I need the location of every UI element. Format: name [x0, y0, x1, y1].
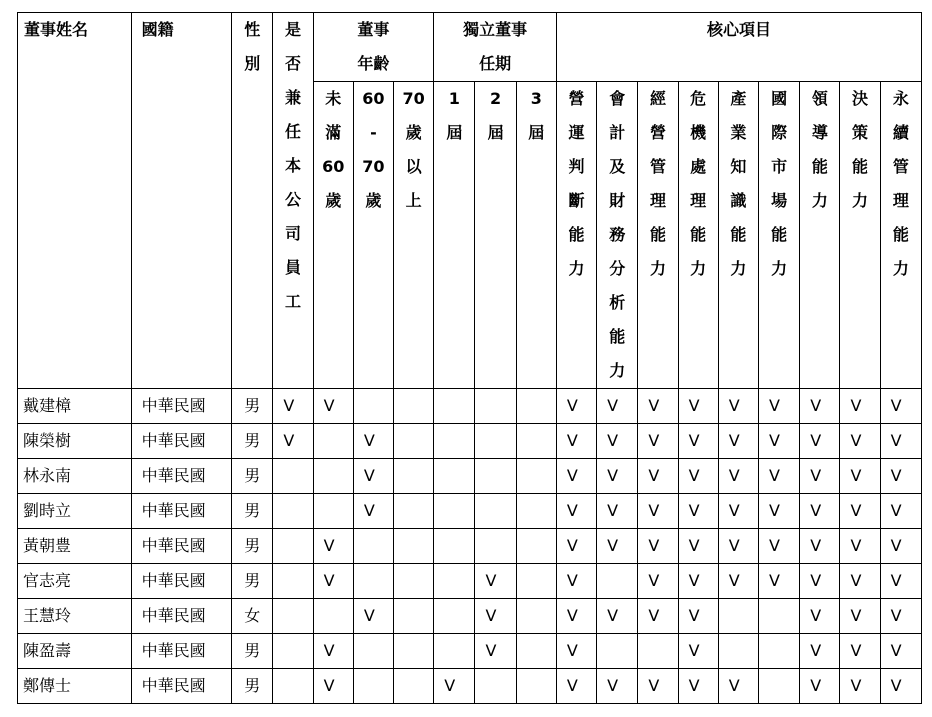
- header-char: 市: [771, 157, 788, 176]
- check-cell: V: [718, 529, 758, 564]
- check-cell: V: [678, 459, 718, 494]
- header-char: 能: [811, 157, 828, 176]
- check-cell: V: [556, 424, 596, 459]
- check-cell: [313, 494, 353, 529]
- check-cell: V: [759, 389, 800, 424]
- check-cell: V: [718, 564, 758, 599]
- header-char: 計: [609, 123, 626, 142]
- header-char: 1: [448, 89, 460, 108]
- header-char: 歲: [325, 191, 342, 210]
- check-cell: [759, 669, 800, 704]
- check-cell: V: [678, 494, 718, 529]
- check-cell: V: [273, 424, 313, 459]
- check-cell: V: [597, 424, 638, 459]
- header-char: 能: [649, 225, 666, 244]
- check-cell: V: [475, 599, 516, 634]
- header-char: 滿: [325, 123, 342, 142]
- header-char: 力: [811, 191, 828, 210]
- nationality-cell: 中華民國: [131, 494, 232, 529]
- header-char: 運: [568, 123, 585, 142]
- check-cell: V: [597, 389, 638, 424]
- header-char: 際: [771, 123, 788, 142]
- header-char: 導: [811, 123, 828, 142]
- check-cell: [273, 459, 313, 494]
- director-name: 戴建樟: [18, 389, 132, 424]
- header-char: 力: [730, 259, 747, 278]
- check-cell: V: [273, 389, 313, 424]
- header-char: 策: [852, 123, 869, 142]
- check-cell: [516, 424, 556, 459]
- header-char: 兼: [284, 88, 301, 107]
- header-director-name: 董事姓名: [18, 13, 132, 389]
- check-cell: [516, 669, 556, 704]
- check-cell: [759, 599, 800, 634]
- director-name: 黃朝豊: [18, 529, 132, 564]
- check-cell: V: [678, 634, 718, 669]
- header-char: 機: [690, 123, 707, 142]
- check-cell: [394, 389, 434, 424]
- header-char: 產: [730, 89, 747, 108]
- header-char: 屆: [446, 123, 463, 142]
- check-cell: [394, 599, 434, 634]
- header-char: 力: [609, 361, 626, 380]
- header-char: 析: [609, 293, 626, 312]
- table-row: [18, 599, 922, 634]
- check-cell: V: [880, 564, 921, 599]
- header-age-col: [353, 82, 393, 389]
- nationality-cell: 中華民國: [131, 529, 232, 564]
- check-cell: V: [638, 424, 678, 459]
- header-char: 知: [730, 157, 747, 176]
- check-cell: [434, 424, 475, 459]
- check-cell: V: [840, 459, 880, 494]
- header-char: 本: [284, 156, 301, 175]
- header-char: 任期: [479, 54, 512, 73]
- check-cell: V: [840, 389, 880, 424]
- header-char: 務: [609, 225, 626, 244]
- check-cell: [434, 599, 475, 634]
- header-char: 工: [284, 292, 301, 311]
- gender-cell: 男: [232, 669, 273, 704]
- nationality-cell: 中華民國: [131, 389, 232, 424]
- check-cell: V: [597, 669, 638, 704]
- check-cell: [434, 529, 475, 564]
- header-char: 處: [690, 157, 707, 176]
- header-tenure-col: [516, 82, 556, 389]
- header-tenure-col: [475, 82, 516, 389]
- header-char: 以: [405, 157, 422, 176]
- nationality-cell: 中華民國: [131, 599, 232, 634]
- check-cell: V: [718, 494, 758, 529]
- check-cell: V: [353, 494, 393, 529]
- header-char: 能: [690, 225, 707, 244]
- header-char: 能: [609, 327, 626, 346]
- header-char: 性: [244, 20, 261, 39]
- check-cell: V: [759, 459, 800, 494]
- header-char: 理: [892, 191, 909, 210]
- director-name: 王慧玲: [18, 599, 132, 634]
- header-core-col: [718, 82, 758, 389]
- table-row: [18, 634, 922, 669]
- header-char: 管: [892, 157, 909, 176]
- table-row: [18, 424, 922, 459]
- check-cell: V: [313, 389, 353, 424]
- check-cell: V: [475, 564, 516, 599]
- check-cell: [597, 564, 638, 599]
- check-cell: V: [678, 564, 718, 599]
- header-char: 3: [530, 89, 542, 108]
- header-age-col: [313, 82, 353, 389]
- check-cell: V: [678, 669, 718, 704]
- check-cell: V: [638, 459, 678, 494]
- check-cell: V: [759, 424, 800, 459]
- header-char: 任: [284, 122, 301, 141]
- nationality-cell: 中華民國: [131, 634, 232, 669]
- check-cell: V: [840, 529, 880, 564]
- check-cell: V: [313, 669, 353, 704]
- header-char: 識: [730, 191, 747, 210]
- header-char: 力: [690, 259, 707, 278]
- header-tenure-group: [434, 13, 557, 82]
- header-char: 員: [284, 258, 301, 277]
- check-cell: V: [840, 599, 880, 634]
- table-row: [18, 459, 922, 494]
- header-char: 會: [609, 89, 626, 108]
- header-char: 永: [892, 89, 909, 108]
- check-cell: V: [880, 599, 921, 634]
- header-char: 屆: [487, 123, 504, 142]
- header-char: 判: [568, 157, 585, 176]
- check-cell: [394, 494, 434, 529]
- check-cell: [313, 599, 353, 634]
- check-cell: [273, 529, 313, 564]
- header-char: 力: [892, 259, 909, 278]
- check-cell: V: [313, 564, 353, 599]
- header-char: 歲: [365, 191, 382, 210]
- gender-cell: 男: [232, 564, 273, 599]
- check-cell: [273, 494, 313, 529]
- table-row: [18, 669, 922, 704]
- header-core-col: [597, 82, 638, 389]
- check-cell: V: [556, 459, 596, 494]
- check-cell: [273, 669, 313, 704]
- check-cell: V: [556, 669, 596, 704]
- header-char: 60: [322, 157, 345, 176]
- header-char: 60: [362, 89, 385, 108]
- check-cell: V: [353, 424, 393, 459]
- check-cell: [434, 494, 475, 529]
- header-char: 理: [649, 191, 666, 210]
- check-cell: V: [678, 599, 718, 634]
- header-char: 續: [892, 123, 909, 142]
- header-char: 能: [852, 157, 869, 176]
- check-cell: [313, 459, 353, 494]
- header-core-items: 核心項目: [556, 13, 921, 82]
- header-char: 領: [811, 89, 828, 108]
- header-char: 70: [402, 89, 425, 108]
- check-cell: [516, 459, 556, 494]
- check-cell: V: [353, 599, 393, 634]
- table-row: [18, 564, 922, 599]
- check-cell: [434, 564, 475, 599]
- header-core-col: [800, 82, 840, 389]
- header-gender: [232, 13, 273, 389]
- check-cell: [394, 459, 434, 494]
- check-cell: V: [800, 459, 840, 494]
- header-char: 否: [284, 54, 301, 73]
- director-name: 鄭傳士: [18, 669, 132, 704]
- header-char: 營: [568, 89, 585, 108]
- header-age-col: [394, 82, 434, 389]
- header-char: 國: [771, 89, 788, 108]
- check-cell: V: [638, 529, 678, 564]
- director-name: 陳榮樹: [18, 424, 132, 459]
- header-concurrent-employee: [273, 13, 313, 389]
- check-cell: V: [880, 529, 921, 564]
- check-cell: [353, 564, 393, 599]
- check-cell: [434, 634, 475, 669]
- check-cell: [273, 599, 313, 634]
- check-cell: [475, 389, 516, 424]
- header-char: 分: [609, 259, 626, 278]
- check-cell: [394, 529, 434, 564]
- check-cell: V: [638, 599, 678, 634]
- check-cell: [394, 634, 434, 669]
- check-cell: V: [678, 389, 718, 424]
- header-char: 年齡: [357, 54, 390, 73]
- gender-cell: 女: [232, 599, 273, 634]
- gender-cell: 男: [232, 389, 273, 424]
- check-cell: [394, 424, 434, 459]
- check-cell: V: [678, 424, 718, 459]
- header-char: 理: [690, 191, 707, 210]
- header-nationality: 國籍: [131, 13, 232, 389]
- nationality-cell: 中華民國: [131, 669, 232, 704]
- gender-cell: 男: [232, 424, 273, 459]
- header-char: 危: [690, 89, 707, 108]
- header-char: 未: [325, 89, 342, 108]
- check-cell: V: [556, 494, 596, 529]
- table-row: [18, 389, 922, 424]
- check-cell: V: [840, 424, 880, 459]
- header-char: 能: [892, 225, 909, 244]
- check-cell: [394, 564, 434, 599]
- check-cell: V: [880, 389, 921, 424]
- check-cell: V: [759, 494, 800, 529]
- check-cell: V: [556, 529, 596, 564]
- gender-cell: 男: [232, 494, 273, 529]
- header-char: 歲: [405, 123, 422, 142]
- check-cell: V: [759, 564, 800, 599]
- header-char: 力: [568, 259, 585, 278]
- gender-cell: 男: [232, 529, 273, 564]
- check-cell: V: [800, 634, 840, 669]
- header-char: -: [370, 123, 377, 142]
- header-char: 獨立董事: [463, 20, 528, 39]
- check-cell: V: [313, 529, 353, 564]
- header-char: 董事: [357, 20, 390, 39]
- director-name: 陳盈壽: [18, 634, 132, 669]
- check-cell: [313, 424, 353, 459]
- check-cell: V: [638, 494, 678, 529]
- gender-cell: 男: [232, 634, 273, 669]
- check-cell: V: [800, 669, 840, 704]
- check-cell: V: [353, 459, 393, 494]
- check-cell: V: [800, 529, 840, 564]
- check-cell: V: [880, 634, 921, 669]
- check-cell: [353, 529, 393, 564]
- check-cell: V: [638, 564, 678, 599]
- check-cell: [353, 389, 393, 424]
- header-char: 場: [771, 191, 788, 210]
- header-char: 管: [649, 157, 666, 176]
- header-core-col: [638, 82, 678, 389]
- check-cell: V: [597, 494, 638, 529]
- check-cell: [475, 669, 516, 704]
- header-char: 是: [284, 20, 301, 39]
- header-core-col: [840, 82, 880, 389]
- check-cell: V: [434, 669, 475, 704]
- check-cell: [475, 494, 516, 529]
- check-cell: [475, 529, 516, 564]
- check-cell: [516, 564, 556, 599]
- check-cell: [516, 529, 556, 564]
- header-char: 業: [730, 123, 747, 142]
- check-cell: [516, 634, 556, 669]
- check-cell: [273, 634, 313, 669]
- header-core-col: [880, 82, 921, 389]
- gender-cell: 男: [232, 459, 273, 494]
- check-cell: V: [718, 669, 758, 704]
- check-cell: V: [556, 634, 596, 669]
- nationality-cell: 中華民國: [131, 564, 232, 599]
- check-cell: V: [800, 389, 840, 424]
- check-cell: V: [880, 494, 921, 529]
- header-char: 及: [609, 157, 626, 176]
- header-core-col: [678, 82, 718, 389]
- header-char: 2: [490, 89, 502, 108]
- header-core-col: [556, 82, 596, 389]
- table-row: [18, 494, 922, 529]
- header-char: 70: [362, 157, 385, 176]
- header-char: 力: [649, 259, 666, 278]
- table-row: [18, 529, 922, 564]
- check-cell: V: [718, 389, 758, 424]
- check-cell: V: [880, 669, 921, 704]
- check-cell: V: [880, 424, 921, 459]
- director-name: 官志亮: [18, 564, 132, 599]
- check-cell: [718, 634, 758, 669]
- board-diversity-table: [17, 12, 922, 704]
- check-cell: V: [638, 389, 678, 424]
- check-cell: V: [678, 529, 718, 564]
- check-cell: V: [800, 494, 840, 529]
- check-cell: V: [556, 599, 596, 634]
- header-age-group: [313, 13, 434, 82]
- header-char: 斷: [568, 191, 585, 210]
- check-cell: V: [597, 599, 638, 634]
- check-cell: V: [880, 459, 921, 494]
- header-char: 能: [730, 225, 747, 244]
- header-char: 公: [284, 190, 301, 209]
- check-cell: V: [840, 494, 880, 529]
- check-cell: [516, 494, 556, 529]
- check-cell: [516, 599, 556, 634]
- check-cell: V: [597, 529, 638, 564]
- header-char: 力: [852, 191, 869, 210]
- check-cell: V: [759, 529, 800, 564]
- check-cell: [475, 424, 516, 459]
- director-name: 劉時立: [18, 494, 132, 529]
- check-cell: V: [638, 669, 678, 704]
- check-cell: [353, 634, 393, 669]
- director-name: 林永南: [18, 459, 132, 494]
- check-cell: V: [840, 669, 880, 704]
- check-cell: [718, 599, 758, 634]
- check-cell: [434, 389, 475, 424]
- check-cell: V: [800, 564, 840, 599]
- check-cell: V: [800, 599, 840, 634]
- header-char: 司: [284, 224, 301, 243]
- header-char: 能: [771, 225, 788, 244]
- check-cell: [597, 634, 638, 669]
- header-char: 經: [649, 89, 666, 108]
- check-cell: [273, 564, 313, 599]
- header-char: 營: [649, 123, 666, 142]
- header-tenure-col: [434, 82, 475, 389]
- check-cell: V: [597, 459, 638, 494]
- header-char: 屆: [528, 123, 545, 142]
- check-cell: V: [800, 424, 840, 459]
- check-cell: [516, 389, 556, 424]
- header-core-col: [759, 82, 800, 389]
- header-char: 財: [609, 191, 626, 210]
- header-char: 決: [852, 89, 869, 108]
- check-cell: [434, 459, 475, 494]
- header-char: 別: [244, 54, 261, 73]
- check-cell: [638, 634, 678, 669]
- check-cell: V: [556, 564, 596, 599]
- check-cell: [394, 669, 434, 704]
- check-cell: V: [313, 634, 353, 669]
- check-cell: V: [556, 389, 596, 424]
- check-cell: [353, 669, 393, 704]
- header-char: 上: [405, 191, 422, 210]
- check-cell: V: [718, 459, 758, 494]
- check-cell: [475, 459, 516, 494]
- nationality-cell: 中華民國: [131, 459, 232, 494]
- check-cell: [759, 634, 800, 669]
- nationality-cell: 中華民國: [131, 424, 232, 459]
- check-cell: V: [718, 424, 758, 459]
- header-char: 能: [568, 225, 585, 244]
- check-cell: V: [840, 564, 880, 599]
- header-char: 力: [771, 259, 788, 278]
- check-cell: V: [840, 634, 880, 669]
- check-cell: V: [475, 634, 516, 669]
